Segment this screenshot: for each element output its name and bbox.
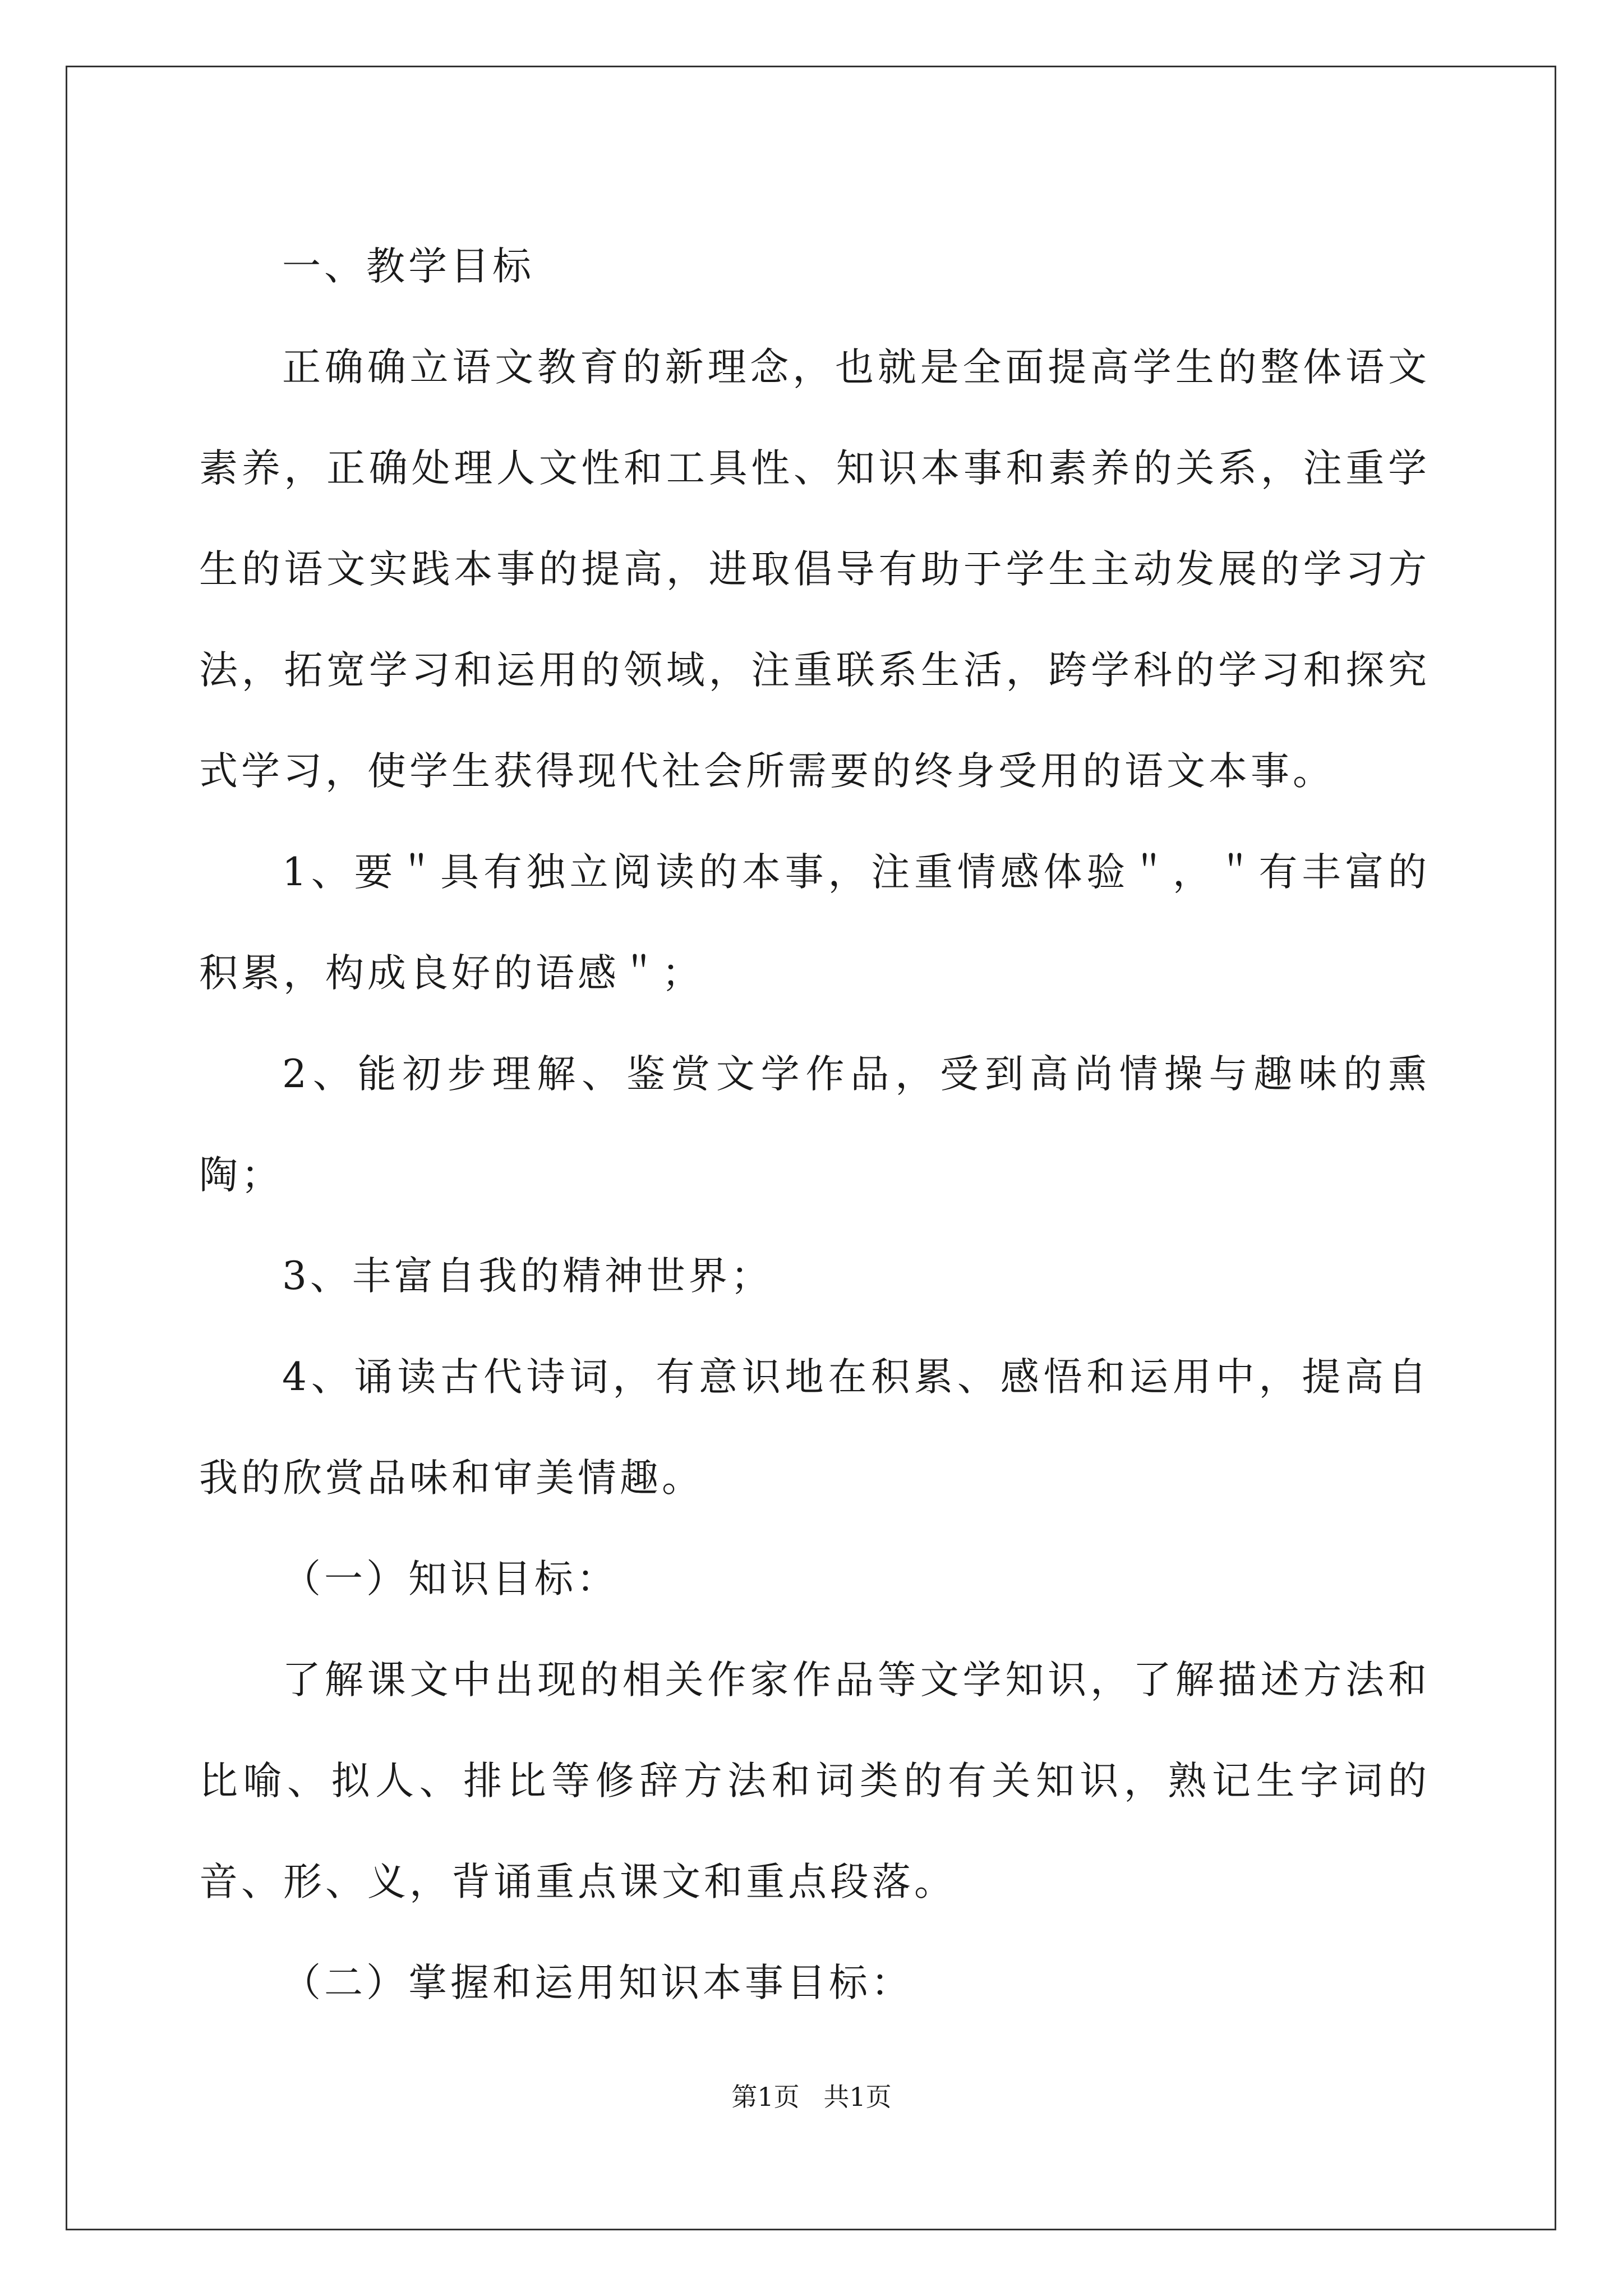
paragraph-intro: 正确确立语文教育的新理念，也就是全面提高学生的整体语文素养，正确处理人文性和工具性、知识本事和素养的关系，注重学生的语文实践本事的提高，进取倡导有助于学生主动发展的学习方法，拓宽学习和运用的领域，注重联系生活，跨学科的学习和探究式学习，使学生获得现代社会所需要的终身受用的语文本事。 bbox=[199, 345, 1430, 794]
list-item-4: 4、诵读古代诗词，有意识地在积累、感悟和运用中，提高自我的欣赏品味和审美情趣。 bbox=[199, 1355, 1430, 1501]
list-item-1: 1、要＂具有独立阅读的本事，注重情感体验＂，＂有丰富的积累，构成良好的语感＂； bbox=[199, 850, 1430, 996]
page-footer bbox=[0, 2080, 1623, 2114]
page-number-total: 共1页 bbox=[823, 2082, 892, 2112]
list-item-2: 2、能初步理解、鉴赏文学作品，受到高尚情操与趣味的熏陶； bbox=[199, 1052, 1430, 1198]
subheading-skill-goals: （二）掌握和运用知识本事目标： bbox=[282, 1961, 913, 2005]
heading-teaching-goals: 一、教学目标 bbox=[282, 244, 534, 289]
page-number-current: 第1页 bbox=[731, 2082, 800, 2112]
list-item-3: 3、丰富自我的精神世界； bbox=[282, 1254, 773, 1299]
document-body bbox=[199, 216, 1430, 2033]
paragraph-knowledge: 了解课文中出现的相关作家作品等文学知识，了解描述方法和比喻、拟人、排比等修辞方法和词类的有关知识，熟记生字词的音、形、义，背诵重点课文和重点段落。 bbox=[199, 1658, 1430, 1904]
subheading-knowledge-goals: （一）知识目标： bbox=[282, 1557, 619, 1602]
